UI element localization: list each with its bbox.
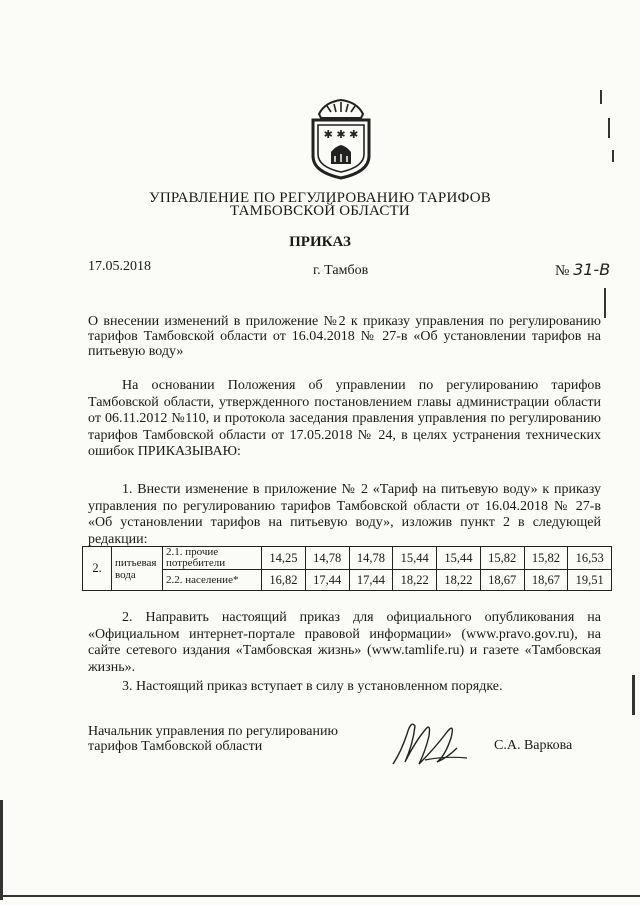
value-cell: 17,44 — [349, 570, 393, 591]
value-cell: 18,67 — [524, 570, 568, 591]
row-number-cell: 2. — [83, 547, 112, 591]
document-date: 17.05.2018 — [88, 259, 151, 274]
position-line1: Начальник управления по регулированию — [88, 724, 338, 739]
table-row — [83, 547, 612, 570]
preamble-paragraph: На основании Положения об управлении по регулированию тарифов Тамбовской области, утвержденного постановлением главы администрации области от 06.11.2012 №110, и протокола заседания правления управления по регулированию тарифов Тамбовской области от 17.05.2018 № 24, в целях устранения технических ошибок ПРИКАЗЫВАЮ: — [88, 378, 601, 459]
category-cell: 2.1. прочие потребители — [163, 547, 262, 570]
value-cell: 15,44 — [437, 547, 481, 570]
table-row — [83, 570, 612, 591]
tariff-table — [82, 546, 612, 591]
scan-mark — [600, 90, 602, 104]
position-line2: тарифов Тамбовской области — [88, 739, 263, 754]
value-cell: 15,44 — [393, 547, 437, 570]
organization-name-line1: УПРАВЛЕНИЕ ПО РЕГУЛИРОВАНИЮ ТАРИФОВ — [149, 190, 491, 206]
number-sign: № — [555, 263, 570, 279]
scan-mark — [0, 800, 3, 900]
handwritten-signature-icon — [385, 712, 485, 772]
value-cell: 14,78 — [305, 547, 349, 570]
document-city: г. Тамбов — [313, 263, 369, 278]
category-cell: 2.2. население* — [163, 570, 262, 591]
svg-text:✱ ✱ ✱: ✱ ✱ ✱ — [323, 128, 359, 141]
value-cell: 17,44 — [305, 570, 349, 591]
document-type: ПРИКАЗ — [289, 234, 351, 250]
scan-bottom-edge — [0, 895, 640, 897]
value-cell: 18,22 — [393, 570, 437, 591]
tambov-coat-of-arms-icon — [305, 96, 377, 180]
value-cell: 15,82 — [480, 547, 524, 570]
organization-name-line2: ТАМБОВСКОЙ ОБЛАСТИ — [230, 203, 410, 219]
value-cell: 14,25 — [262, 547, 306, 570]
signatory-position — [88, 724, 338, 754]
item-2-paragraph: 2. Направить настоящий приказ для официального опубликования на «Официальном интернет-портале правовой информации» (www.pravo.gov.ru), на сайте сетевого издания «Тамбовская жизнь» (www.tamlife.ru) и газете «Тамбовская жизнь». — [88, 610, 601, 675]
item-1-paragraph: 1. Внести изменение в приложение № 2 «Тариф на питьевую воду» к приказу управления по регулированию тарифов Тамбовской области от 16.04.2018 № 27-в «Об установлении тарифов на питьевую воду», изложив пункт 2 в следующей редакции: — [88, 482, 601, 547]
value-cell: 16,53 — [568, 547, 612, 570]
value-cell: 19,51 — [568, 570, 612, 591]
scan-mark — [612, 150, 614, 162]
handwritten-number: 31-В — [573, 260, 611, 279]
document-number — [555, 260, 610, 280]
value-cell: 18,67 — [480, 570, 524, 591]
scan-mark — [604, 288, 606, 318]
value-cell: 16,82 — [262, 570, 306, 591]
value-cell: 15,82 — [524, 547, 568, 570]
service-cell: питьевая вода — [112, 547, 163, 591]
item-3-paragraph: 3. Настоящий приказ вступает в силу в установленном порядке. — [122, 679, 503, 694]
scan-mark — [608, 118, 610, 138]
signatory-name: С.А. Варкова — [494, 738, 573, 753]
order-subject: О внесении изменений в приложение №2 к приказу управления по регулированию тарифов Тамбовской области от 16.04.2018 № 27-в «Об установлении тарифов на питьевую воду» — [88, 314, 601, 359]
value-cell: 14,78 — [349, 547, 393, 570]
value-cell: 18,22 — [437, 570, 481, 591]
scan-mark — [632, 675, 635, 715]
